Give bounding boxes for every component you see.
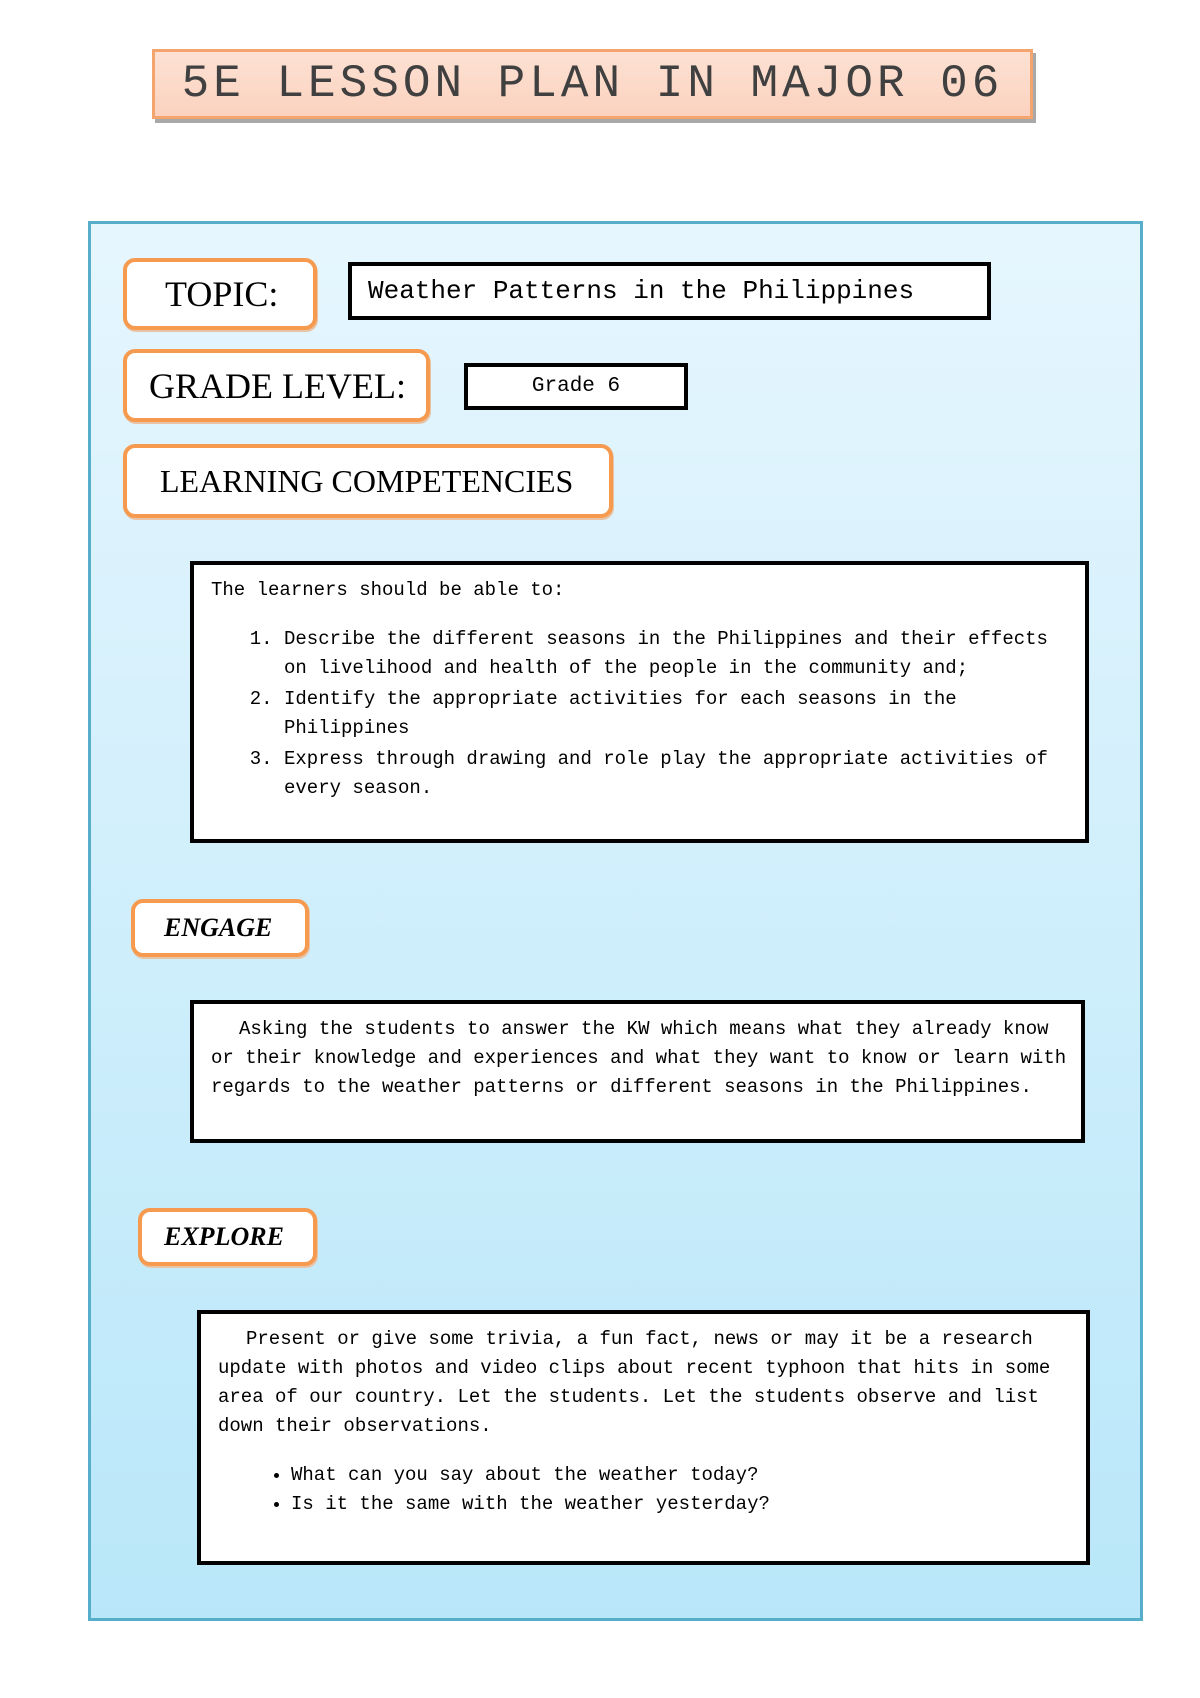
explore-question: • Is it the same with the weather yesterday? [291,1490,1076,1519]
learning-competencies-label: LEARNING COMPETENCIES [123,444,613,518]
grade-level-value: Grade 6 [464,363,688,410]
competency-item: 2. Identify the appropriate activities for each seasons in the Philippines [284,685,1075,743]
engage-text: Asking the students to answer the KW which means what they already know or their knowledge and experiences and what they want to know or learn with regards to the weather patterns or different seasons in the Philippines. [211,1018,1067,1098]
explore-label: EXPLORE [138,1208,317,1266]
explore-box [197,1310,1090,1565]
title-banner [152,49,1033,119]
explore-text: Present or give some trivia, a fun fact, news or may it be a research update with photos and video clips about recent typhoon that hits in some area of our country. Let the students. Let the students observe and list down their observations. [218,1328,1051,1437]
competencies-intro: The learners should be able to: [211,579,565,601]
engage-box [190,1000,1085,1143]
page-title: 5E LESSON PLAN IN MAJOR 06 [181,58,1004,110]
explore-question: • What can you say about the weather today? [291,1461,1076,1490]
competencies-list [211,625,1075,803]
learning-competencies-box [190,561,1089,843]
explore-questions-list [218,1461,1076,1519]
engage-label: ENGAGE [131,899,309,957]
grade-level-label: GRADE LEVEL: [123,349,430,422]
topic-label: TOPIC: [123,258,317,330]
topic-value: Weather Patterns in the Philippines [348,262,991,320]
competency-item: 3. Express through drawing and role play the appropriate activities of every season. [284,745,1075,803]
competency-item: 1. Describe the different seasons in the Philippines and their effects on livelihood and health of the people in the community and; [284,625,1075,683]
